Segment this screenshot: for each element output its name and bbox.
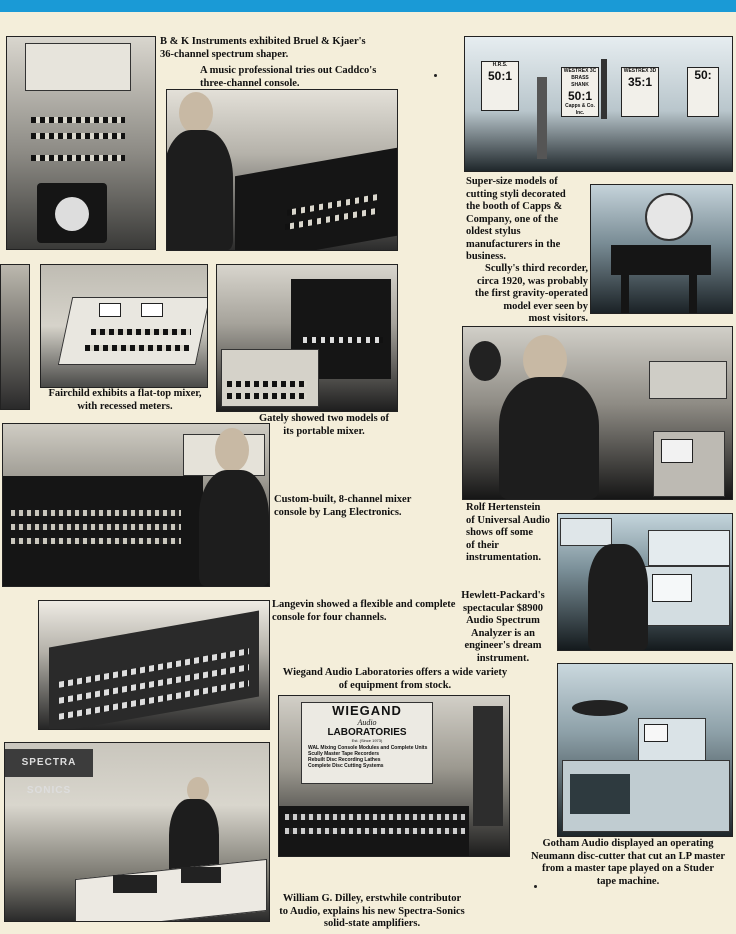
- universal-audio-photo: [462, 326, 733, 500]
- capps-small-label: Capps & Co. Inc.: [565, 103, 595, 116]
- caption-line: Langevin showed a flexible and complete: [272, 599, 456, 610]
- caption-line: Company, one of the: [466, 213, 559, 225]
- caption-line: Super-size models of: [466, 176, 558, 187]
- caption-scully: [460, 263, 588, 326]
- caption-fairchild: [40, 388, 210, 413]
- stylus-sign-top: H.R.S.: [492, 62, 508, 68]
- caption-line: 36-channel spectrum shaper.: [160, 48, 289, 60]
- caption-line: instrument.: [476, 652, 530, 664]
- caption-line: William G. Dilley, erstwhile contributor: [282, 893, 462, 904]
- caption-hp: [452, 590, 554, 665]
- caption-gotham: [520, 838, 736, 888]
- stylus-sign-top: WESTREX 3D: [623, 68, 657, 74]
- caption-line: console by Lang Electronics.: [274, 506, 402, 518]
- wiegand-sign-title: WIEGAND: [332, 703, 402, 718]
- caption-line: from a master tape played on a Studer: [542, 863, 714, 874]
- fairchild-mixer-photo: [40, 264, 208, 388]
- caption-gately: [254, 413, 394, 438]
- caption-line: of their: [466, 539, 499, 551]
- caption-line: oldest stylus: [466, 226, 521, 237]
- caption-langevin: [272, 599, 455, 624]
- caption-line: B & K Instruments exhibited Bruel & Kjaer's: [160, 36, 366, 47]
- hp-spectrum-analyzer-photo: [557, 513, 733, 651]
- wiegand-sign-list: [308, 745, 432, 769]
- stylus-sign-ratio: 35:1: [627, 75, 653, 89]
- caption-capps: [466, 176, 566, 264]
- wiegand-sign-item: WAL Mixing Console Modules and Complete Units: [308, 745, 428, 751]
- caption-lang: [274, 494, 411, 519]
- wiegand-sign-item: Scully Master Tape Recorders: [308, 751, 380, 757]
- print-speck: [534, 885, 537, 888]
- caption-line: solid-state amplifiers.: [323, 918, 421, 929]
- caption-line: console for four channels.: [272, 611, 387, 623]
- caption-line: manufacturers in the: [466, 238, 561, 250]
- caption-line: most visitors.: [528, 313, 588, 324]
- lang-mixer-console-photo: [2, 423, 270, 587]
- caption-line: model ever seen by: [503, 300, 588, 312]
- scully-recorder-photo: [590, 184, 733, 314]
- bk-spectrum-shaper-photo: [6, 36, 156, 250]
- spectra-sonics-booth-photo: [4, 742, 270, 922]
- caption-line: business.: [466, 251, 506, 262]
- caption-line: Neumann disc-cutter that cut an LP master: [530, 850, 726, 862]
- left-edge-photo: [0, 264, 30, 410]
- caption-line: Analyzer is an: [471, 627, 535, 639]
- caption-line: with recessed meters.: [77, 400, 173, 412]
- wiegand-booth-photo: [278, 695, 510, 857]
- caption-line: shows off some: [466, 527, 534, 538]
- caption-line: tape machine.: [596, 875, 660, 887]
- caption-line: Audio Spectrum: [466, 615, 540, 626]
- stylus-sign-ratio: 50:: [694, 68, 712, 82]
- caddco-console-photo: [166, 89, 398, 251]
- caption-line: its portable mixer.: [283, 425, 365, 437]
- wiegand-sign-est: Est. (Since 1973): [351, 738, 383, 743]
- caption-line: the first gravity-operated: [474, 288, 588, 299]
- caption-line: spectacular $8900: [462, 602, 543, 614]
- langevin-console-photo: [38, 600, 270, 730]
- caption-line: Scully's third recorder,: [485, 263, 588, 274]
- caption-line: engineer's dream: [464, 640, 542, 651]
- wiegand-sign-subtitle: LABORATORIES: [327, 727, 407, 738]
- top-color-bar: [0, 0, 736, 12]
- caption-line: of equipment from stock.: [338, 679, 452, 691]
- stylus-sign-ratio: 50:1: [567, 89, 593, 103]
- caption-line: Hewlett-Packard's: [461, 590, 545, 601]
- caption-wiegand: [272, 667, 518, 692]
- stylus-sign-top: WESTREX 3C BRASS SHANK: [563, 68, 597, 88]
- caption-caddco: [200, 65, 376, 90]
- caption-line: Gately showed two models of: [258, 413, 390, 424]
- caption-line: Custom-built, 8-channel mixer: [274, 494, 412, 505]
- caption-line: A music professional tries out Caddco's: [200, 65, 377, 76]
- wiegand-sign-script: Audio: [357, 718, 377, 727]
- caption-line: Gotham Audio displayed an operating: [542, 838, 714, 849]
- caption-line: Wiegand Audio Laboratories offers a wide variety: [282, 667, 508, 678]
- caption-line: Rolf Hertenstein: [466, 502, 541, 513]
- gotham-disc-cutter-photo: [557, 663, 733, 837]
- caption-line: of Universal Audio: [466, 514, 551, 526]
- gately-mixer-photo: [216, 264, 398, 412]
- caption-dilley: [270, 893, 474, 931]
- caption-rolf: [466, 502, 550, 565]
- print-speck: [434, 74, 437, 77]
- caption-line: the booth of Capps &: [466, 201, 563, 212]
- wiegand-sign-item: Rebuilt Disc Recording Lathes: [308, 757, 381, 763]
- caption-line: circa 1920, was probably: [476, 275, 588, 287]
- caption-line: instrumentation.: [466, 552, 541, 563]
- spectra-sonics-sign: SPECTRA SONICS: [5, 749, 93, 777]
- stylus-sign-ratio: 50:1: [487, 69, 513, 83]
- caption-line: cutting styli decorated: [466, 188, 566, 200]
- caption-line: three-channel console.: [200, 77, 300, 89]
- wiegand-sign: [301, 702, 433, 784]
- capps-styli-photo: [464, 36, 733, 172]
- caption-bk: [160, 36, 366, 61]
- caption-line: to Audio, explains his new Spectra-Sonics: [279, 905, 465, 917]
- caption-line: Fairchild exhibits a flat-top mixer,: [48, 388, 202, 399]
- wiegand-sign-item: Complete Disc Cutting Systems: [308, 763, 384, 769]
